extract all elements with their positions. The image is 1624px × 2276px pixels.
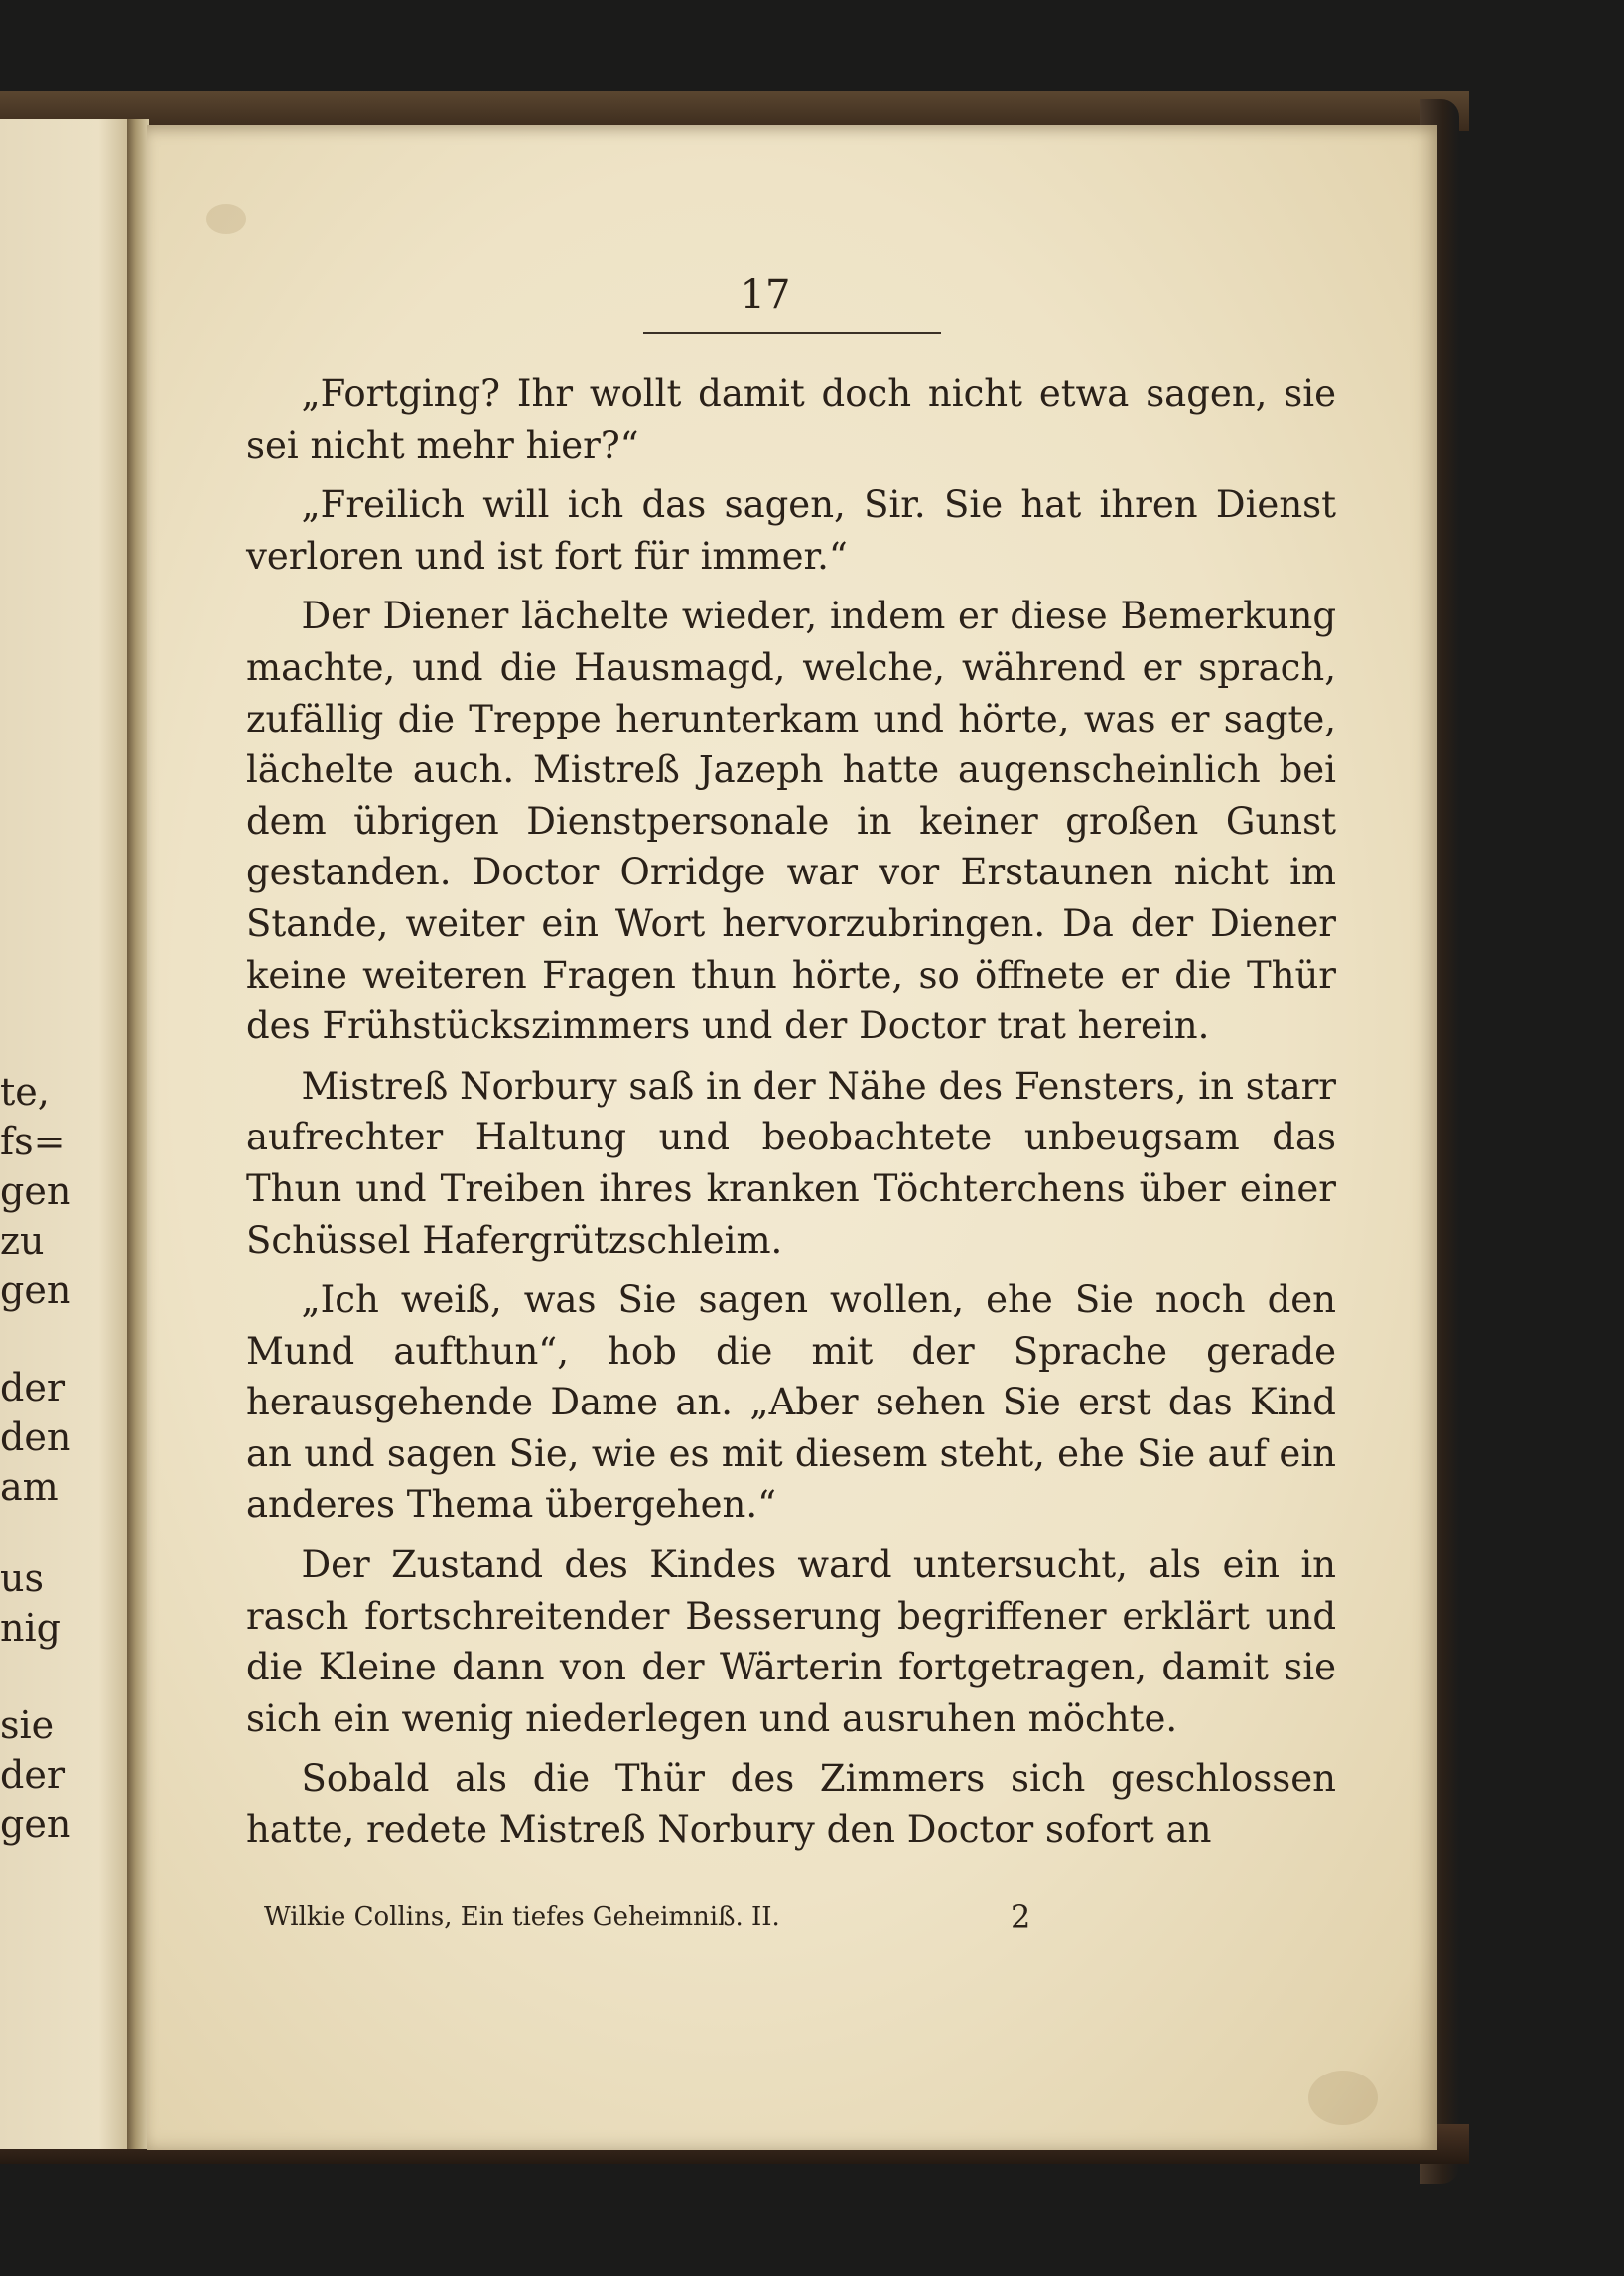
left-page-fragment: fs=: [0, 1120, 66, 1163]
left-page-fragment: gen: [0, 1269, 71, 1312]
paper-stain: [206, 204, 246, 234]
left-page-fragment: gen: [0, 1169, 71, 1213]
page-number-rule: [643, 332, 941, 334]
left-page-fragment: sie: [0, 1703, 55, 1747]
paragraph: Sobald als die Thür des Zimmers sich geschlossen hatte, redete Mistreß Norbury den Doctor sofort an: [246, 1757, 1336, 1852]
left-page-fragment: am: [0, 1465, 59, 1509]
footer-signature: Wilkie Collins, Ein tiefes Geheimniß. II.: [264, 1902, 780, 1932]
paragraph: „Ich weiß, was Sie sagen wollen, ehe Sie noch den Mund aufthun“, hob die mit der Sprache gerade herausgehende Dame an. „Aber sehen Sie erst das Kind an und sagen Sie, wie es mit diesem steht, ehe Sie auf ein anderes Thema übergehen.“: [246, 1278, 1336, 1527]
page-number: 17: [740, 272, 791, 318]
paragraph: Der Diener lächelte wieder, indem er diese Bemerkung machte, und die Hausmagd, welche, während er sprach, zufällig die Treppe herunterkam und hörte, was er sagte, lächelte auch. Mistreß Jazeph hatte augenscheinlich bei dem übrigen Dienstpersonale in keiner großen Gunst gestanden. Doctor Orridge war vor Erstaunen nicht im Stande, weiter ein Wort hervorzubringen. Da der Diener keine weiteren Fragen thun hörte, so öffnete er die Thür des Frühstückszimmers und der Doctor trat herein.: [246, 595, 1336, 1048]
paragraph: „Freilich will ich das sagen, Sir. Sie hat ihren Dienst verloren und ist fort für immer.“: [246, 483, 1336, 578]
body-text: [246, 368, 1336, 1865]
left-page-fragment: der: [0, 1366, 65, 1409]
right-page: [147, 125, 1437, 2150]
left-page-fragment: te,: [0, 1070, 50, 1114]
footer-sheet-number: 2: [1011, 1898, 1031, 1936]
paragraph: „Fortging? Ihr wollt damit doch nicht etwa sagen, sie sei nicht mehr hier?“: [246, 372, 1336, 467]
paragraph: Der Zustand des Kindes ward untersucht, als ein in rasch fortschreitender Besserung begriffener erklärt und die Kleine dann von der Wärterin fortgetragen, damit sie sich ein wenig niederlegen und ausruhen möchte.: [246, 1543, 1336, 1740]
paragraph: Mistreß Norbury saß in der Nähe des Fensters, in starr aufrechter Haltung und beobachtete unbeugsam das Thun und Treiben ihres kranken Töchterchens über einer Schüssel Hafergrützschleim.: [246, 1064, 1336, 1262]
left-page-fragment: us: [0, 1556, 44, 1600]
left-page-fragment: der: [0, 1753, 65, 1797]
left-page: [0, 119, 141, 2149]
book-gutter: [127, 119, 149, 2149]
left-page-fragment: zu: [0, 1219, 45, 1263]
left-page-fragment: gen: [0, 1803, 71, 1846]
left-page-fragment: den: [0, 1415, 71, 1459]
left-page-fragment: nig: [0, 1606, 61, 1650]
paper-stain: [1308, 2071, 1378, 2125]
